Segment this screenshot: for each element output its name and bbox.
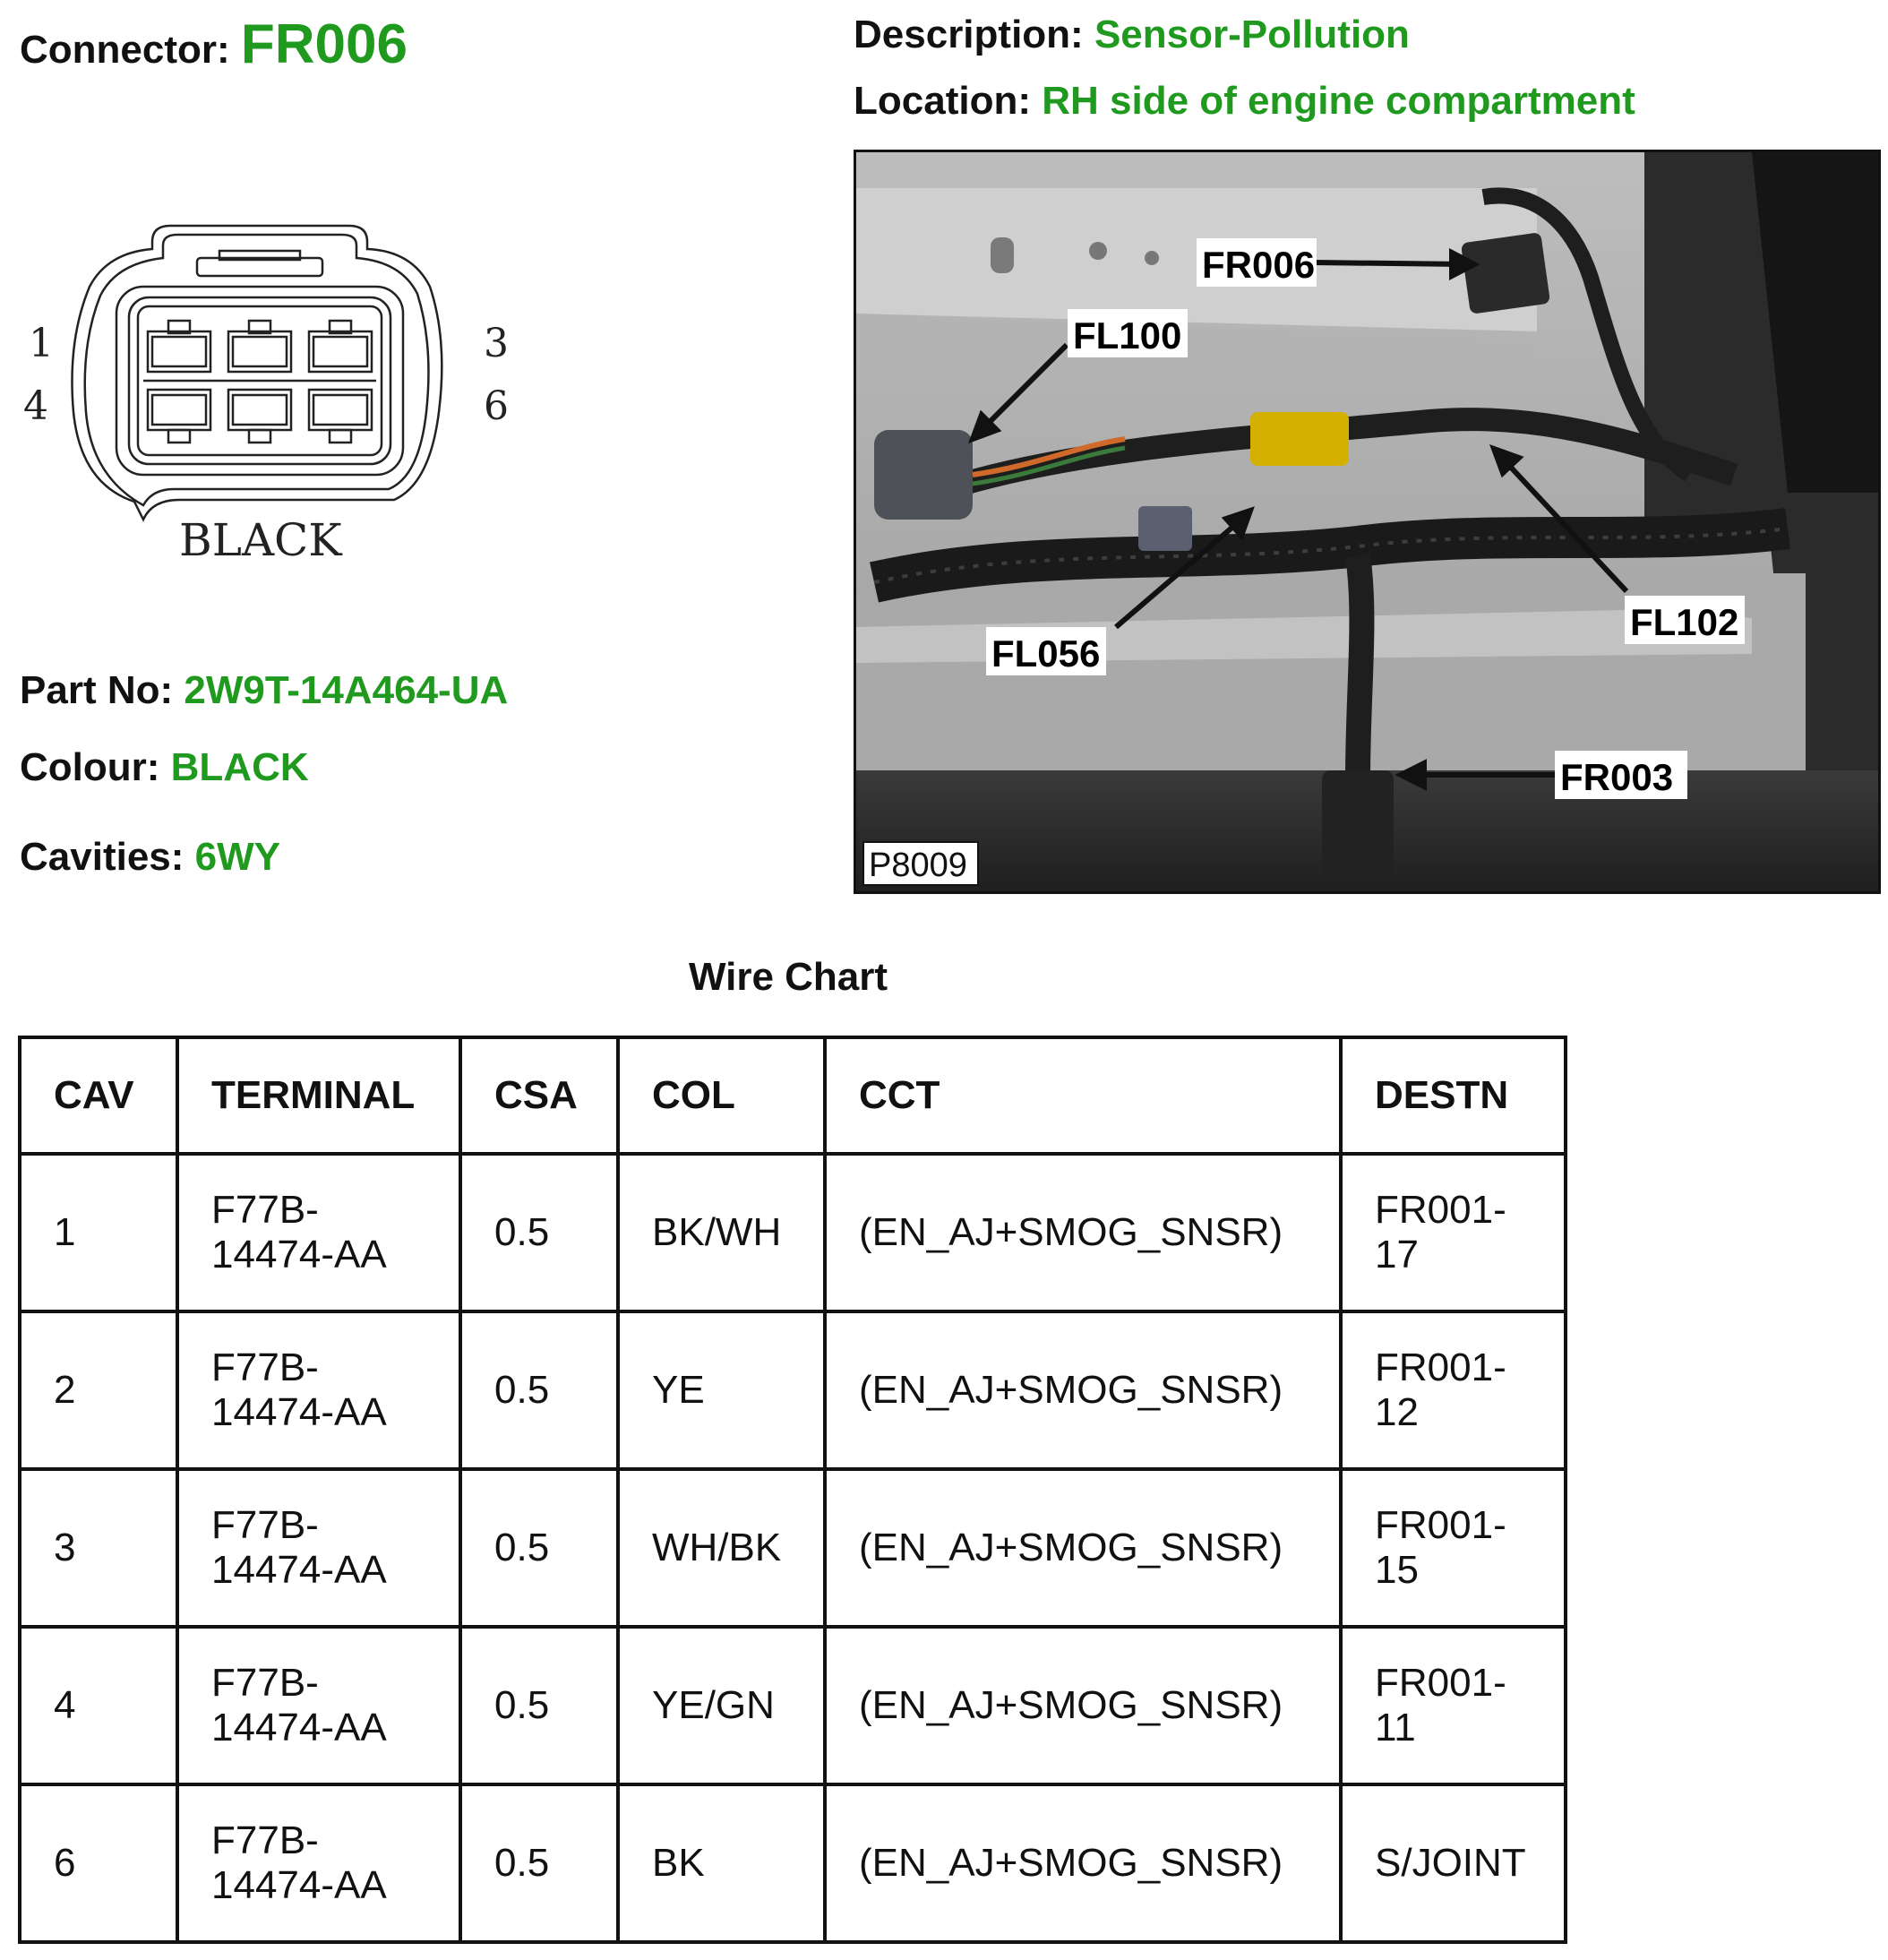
cell-cct: (EN_AJ+SMOG_SNSR): [825, 1154, 1341, 1311]
photo-id: P8009: [869, 847, 967, 884]
cell-terminal: F77B-14474-AA: [177, 1784, 460, 1942]
cell-cav: 6: [20, 1784, 177, 1942]
diagram-caption: BLACK: [179, 514, 342, 566]
callout-fl056: FL056: [991, 632, 1101, 675]
header-csa: CSA: [460, 1037, 618, 1154]
table-row: [20, 1311, 1566, 1469]
cell-destn: S/JOINT: [1341, 1784, 1566, 1942]
cell-csa: 0.5: [460, 1784, 618, 1942]
location-label: Location:: [854, 79, 1031, 123]
connector-field: [20, 13, 408, 76]
pin-label-6: 6: [484, 383, 509, 429]
description-field: [854, 13, 1410, 57]
table-row: [20, 1469, 1566, 1627]
colour-value: BLACK: [170, 745, 309, 789]
cell-cav: 4: [20, 1627, 177, 1784]
table-row: [20, 1784, 1566, 1942]
part-no-value: 2W9T-14A464-UA: [184, 668, 509, 712]
location-field: [854, 79, 1635, 124]
cell-csa: 0.5: [460, 1627, 618, 1784]
cell-col: BK: [618, 1784, 825, 1942]
part-no-label: Part No:: [20, 668, 174, 712]
connector-value: FR006: [240, 13, 408, 75]
header-cct: CCT: [825, 1037, 1341, 1154]
description-value: Sensor-Pollution: [1094, 13, 1410, 56]
pin-label-3: 3: [484, 321, 509, 366]
colour-field: [20, 745, 309, 790]
cell-cct: (EN_AJ+SMOG_SNSR): [825, 1311, 1341, 1469]
connector-face-diagram: [18, 215, 519, 591]
cavities-label: Cavities:: [20, 835, 185, 879]
cell-terminal: F77B-14474-AA: [177, 1311, 460, 1469]
cell-terminal: F77B-14474-AA: [177, 1154, 460, 1311]
cell-col: BK/WH: [618, 1154, 825, 1311]
colour-label: Colour:: [20, 745, 160, 789]
cell-cav: 1: [20, 1154, 177, 1311]
cell-cct: (EN_AJ+SMOG_SNSR): [825, 1784, 1341, 1942]
location-photo: [854, 150, 1881, 894]
table-row: [20, 1627, 1566, 1784]
callout-fl102: FL102: [1630, 601, 1739, 643]
wire-chart-table: [18, 1036, 1567, 1944]
callout-fl100: FL100: [1073, 314, 1182, 357]
cell-destn: FR001-15: [1341, 1469, 1566, 1627]
description-label: Description:: [854, 13, 1084, 56]
cell-csa: 0.5: [460, 1154, 618, 1311]
cell-destn: FR001-11: [1341, 1627, 1566, 1784]
cell-destn: FR001-17: [1341, 1154, 1566, 1311]
cell-destn: FR001-12: [1341, 1311, 1566, 1469]
cell-terminal: F77B-14474-AA: [177, 1469, 460, 1627]
cavities-value: 6WY: [194, 835, 281, 879]
wire-chart-title: Wire Chart: [688, 955, 888, 999]
cell-cav: 2: [20, 1311, 177, 1469]
cell-csa: 0.5: [460, 1311, 618, 1469]
pin-label-1: 1: [29, 321, 54, 366]
header-col: COL: [618, 1037, 825, 1154]
callout-fr006: FR006: [1202, 244, 1316, 286]
part-no-field: [20, 668, 508, 713]
header-cav: CAV: [20, 1037, 177, 1154]
header-terminal: TERMINAL: [177, 1037, 460, 1154]
header-destn: DESTN: [1341, 1037, 1566, 1154]
cell-cct: (EN_AJ+SMOG_SNSR): [825, 1469, 1341, 1627]
cell-cct: (EN_AJ+SMOG_SNSR): [825, 1627, 1341, 1784]
cell-cav: 3: [20, 1469, 177, 1627]
connector-label: Connector:: [20, 28, 230, 72]
table-header-row: [20, 1037, 1566, 1154]
cavities-field: [20, 835, 280, 880]
cell-col: WH/BK: [618, 1469, 825, 1627]
table-row: [20, 1154, 1566, 1311]
location-value: RH side of engine compartment: [1042, 79, 1635, 123]
cell-terminal: F77B-14474-AA: [177, 1627, 460, 1784]
cell-col: YE: [618, 1311, 825, 1469]
pin-label-4: 4: [23, 383, 48, 429]
cell-col: YE/GN: [618, 1627, 825, 1784]
callout-fr003: FR003: [1560, 756, 1674, 798]
cell-csa: 0.5: [460, 1469, 618, 1627]
